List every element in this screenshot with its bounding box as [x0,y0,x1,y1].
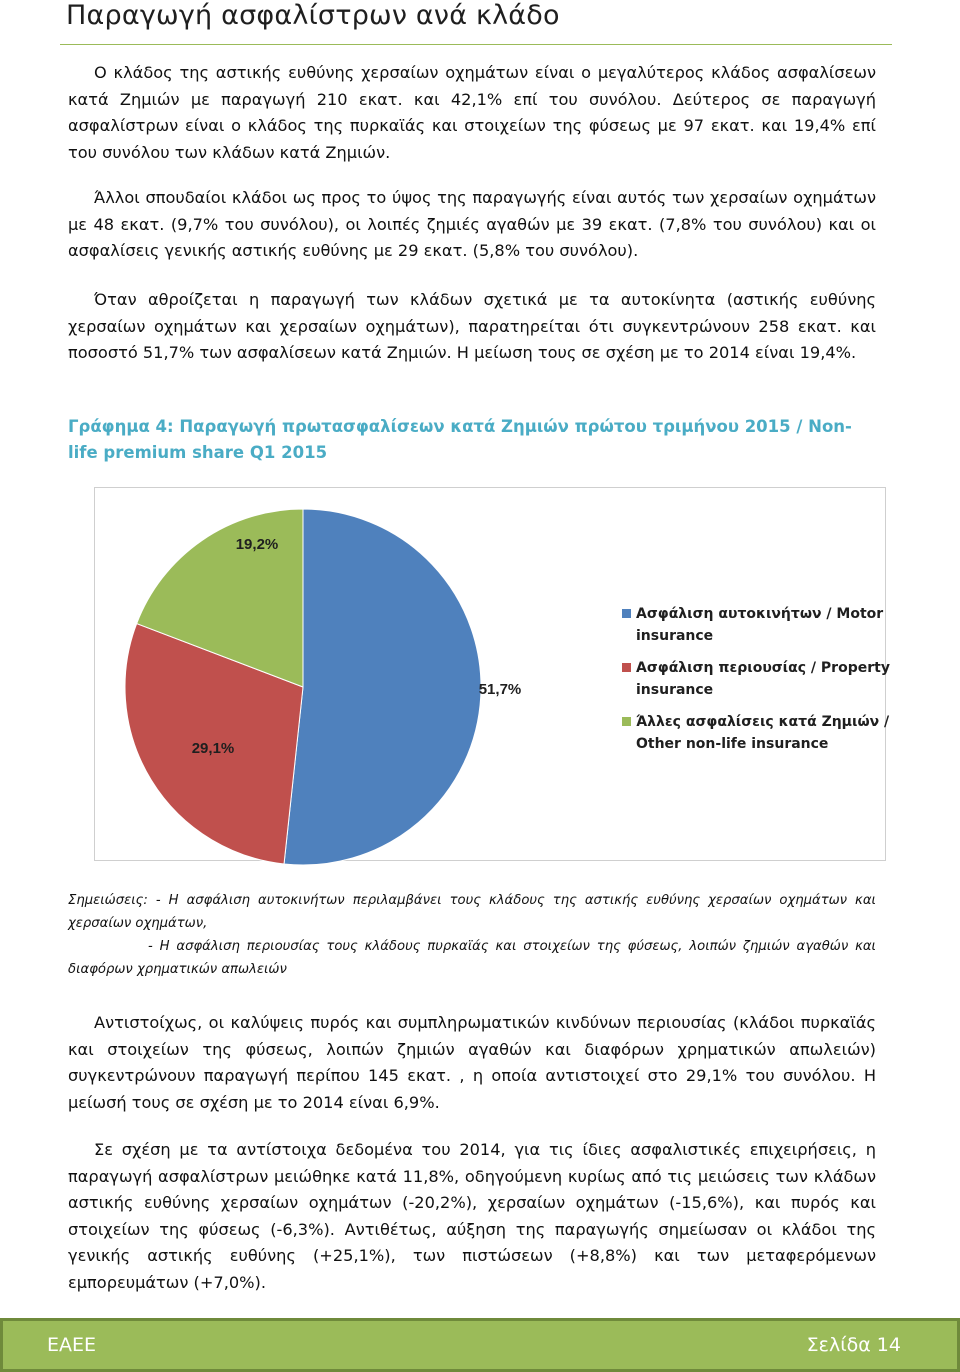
legend-label-motor: Ασφάλιση αυτοκινήτων / Motor insurance [636,606,884,644]
legend-swatch-motor [622,609,631,618]
pie-slice-motor [284,509,481,865]
legend-swatch-property [622,663,631,672]
legend-item-other [622,711,892,755]
legend-label-property: Ασφάλιση περιουσίας / Property insurance [636,660,890,698]
paragraph-1: Ο κλάδος της αστικής ευθύνης χερσαίων οχημάτων είναι ο μεγαλύτερος κλάδος ασφαλίσεων κατά Ζημιών με παραγωγή 210 εκατ. και 42,1% επί του συνόλου. Δεύτερος σε παραγωγή ασφαλίστρων είναι ο κλάδος της πυρκαϊάς και στοιχείων της φύσεως με 97 εκατ. και 19,4% επί του συνόλου των κλάδων κατά Ζημιών. [68,63,876,162]
footer-organization: ΕΑΕΕ [47,1334,97,1356]
paragraph-4: Αντιστοίχως, οι καλύψεις πυρός και συμπληρωματικών κινδύνων περιουσίας (κλάδοι πυρκαϊάς και στοιχείων της φύσεως, λοιπών ζημιών αγαθών και διαφόρων χρηματικών απωλειών) συγκεντρώνουν παραγωγή περίπου 145 εκατ. , η οποία αντιστοιχεί στο 29,1% του συνόλου. Η μείωσή τους σε σχέση με το 2014 είναι 6,9%. [68,1013,876,1112]
chart-legend [622,603,892,765]
note-property: - Η ασφάλιση περιουσίας τους κλάδους πυρκαϊάς και στοιχείων της φύσεως, λοιπών ζημιών αγαθών και διαφόρων χρηματικών απωλειών [68,939,876,977]
page-title: Παραγωγή ασφαλίστρων ανά κλάδο [66,0,560,31]
legend-swatch-other [622,717,631,726]
pie-label-other: 19,2% [235,536,279,553]
paragraph-5: Σε σχέση με τα αντίστοιχα δεδομένα του 2014, για τις ίδιες ασφαλιστικές επιχειρήσεις, η παραγωγή ασφαλίστρων μειώθηκε κατά 11,8%, οδηγούμενη κυρίως από τις μειώσεις των κλάδων αστικής ευθύνης χερσαίων οχημάτων (-20,2%), χερσαίων οχημάτων (-15,6%), και πυρός και στοιχείων της φύσεως (-6,3%). Αντιθέτως, αύξηση της παραγωγής σημείωσαν οι κλάδοι της γενικής αστικής ευθύνης (+25,1%), των πιστώσεων (+8,8%) και των μεταφερόμενων εμπορευμάτων (+7,0%). [68,1140,876,1292]
chart-notes [68,889,876,981]
paragraph-3: Όταν αθροίζεται η παραγωγή των κλάδων σχετικά με τα αυτοκίνητα (αστικής ευθύνης χερσαίων οχημάτων και χερσαίων οχημάτων), παρατηρείται ότι συγκεντρώνουν 258 εκατ. και ποσοστό 51,7% των ασφαλίσεων κατά Ζημιών. Η μείωση τους σε σχέση με το 2014 είναι 19,4%. [68,290,876,362]
paragraph-2: Άλλοι σπουδαίοι κλάδοι ως προς το ύψος της παραγωγής είναι αυτός των χερσαίων οχημάτων με 48 εκατ. (9,7% του συνόλου), οι λοιπές ζημιές αγαθών με 39 εκατ. (7,8% του συνόλου) και οι ασφαλίσεις γενικής αστικής ευθύνης με 29 εκατ. (5,8% του συνόλου). [68,188,876,260]
note-motor: Σημειώσεις: - Η ασφάλιση αυτοκινήτων περιλαμβάνει τους κλάδους της αστικής ευθύνης χερσαίων οχημάτων και χερσαίων οχημάτων, [68,893,876,931]
page-footer [0,1318,960,1372]
pie-label-motor: 51,7% [478,681,522,698]
chart-caption: Γράφημα 4: Παραγωγή πρωτασφαλίσεων κατά Ζημιών πρώτου τριμήνου 2015 / Non-life premium share Q1 2015 [68,417,852,462]
legend-item-property [622,657,892,701]
footer-page-number: Σελίδα 14 [806,1334,901,1356]
pie-label-property: 29,1% [191,740,235,757]
legend-item-motor [622,603,892,647]
legend-label-other: Άλλες ασφαλίσεις κατά Ζημιών / Other non-life insurance [636,714,890,752]
